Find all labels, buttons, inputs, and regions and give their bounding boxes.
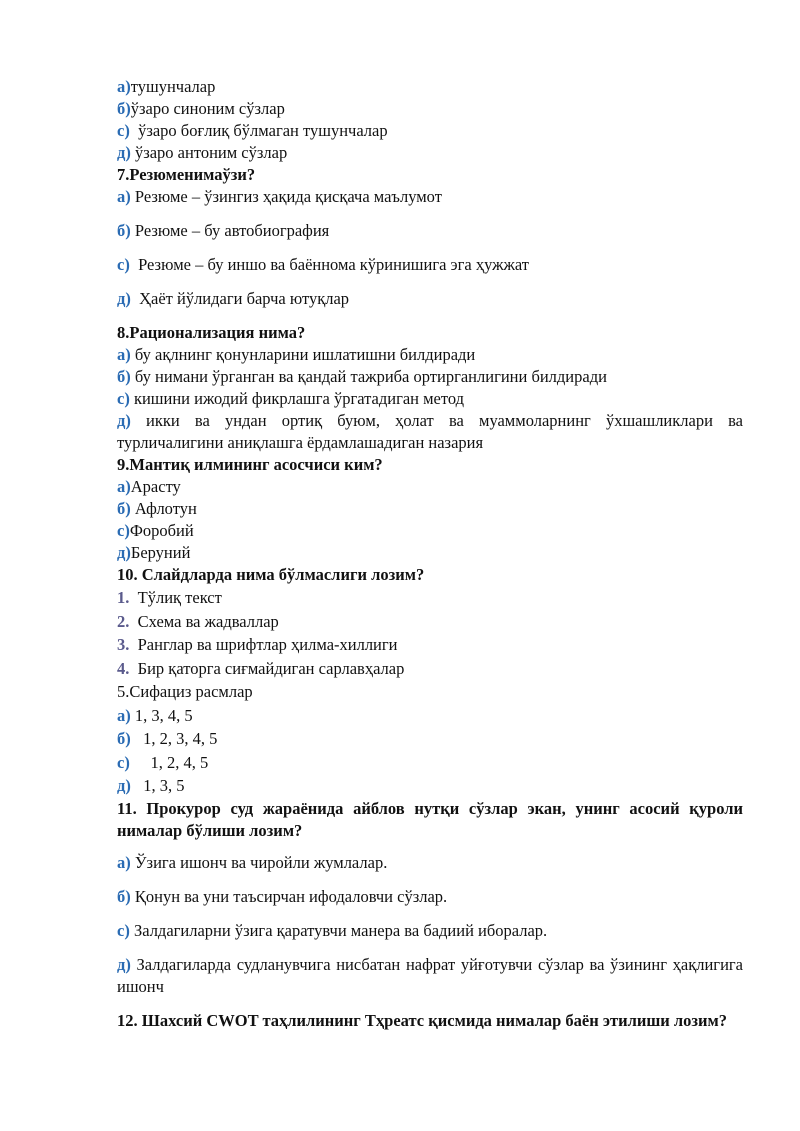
q6-option-c: с) ўзаро боғлиқ бўлмаган тушунчалар	[117, 121, 388, 140]
question-11-title: 11. Прокурор суд жараёнида айблов нутқи сўзлар экан, унинг асосий қуроли нималар бўлиши лозим?	[117, 798, 743, 840]
q6-option-d: д) ўзаро антоним сўзлар	[117, 143, 288, 162]
q10-option-c: с) 1, 2, 4, 5	[117, 752, 209, 772]
q7-option-d: д) Ҳаёт йўлидаги барча ютуқлар	[117, 289, 350, 308]
q7-option-c: с) Резюме – бу иншо ва баённома кўринишига эга ҳужжат	[117, 255, 530, 274]
q11-option-c: с) Залдагиларни ўзига қаратувчи манера ва бадиий иборалар.	[117, 920, 548, 940]
q9-option-a: а)Арасту	[117, 477, 181, 496]
q10-item-5: 5.Сифациз расмлар	[117, 682, 253, 701]
q6-option-b: б)ўзаро синоним сўзлар	[117, 99, 285, 118]
q9-option-c: с)Форобий	[117, 521, 194, 540]
q8-option-d: д) икки ва ундан ортиқ буюм, ҳолат ва муаммоларнинг ўхшашликлари ва турличалигини аниқлашга ёрдамлашадиган назария	[117, 411, 743, 452]
q9-option-d: д)Беруний	[117, 543, 191, 562]
question-8-title: 8.Рационализация нима?	[117, 323, 306, 342]
q8-option-c: с) кишини ижодий фикрлашга ўргатадиган метод	[117, 389, 465, 408]
q10-item-3: 3. Ранглар ва шрифтлар ҳилма-хиллиги	[117, 635, 398, 654]
document-page	[117, 76, 743, 1032]
q10-option-d: д) 1, 3, 5	[117, 776, 185, 795]
q11-option-d: д) Залдагиларда судланувчига нисбатан нафрат уйғотувчи сўзлар ва ўзининг ҳақлигига ишонч	[117, 954, 743, 996]
q10-option-b: б) 1, 2, 3, 4, 5	[117, 729, 218, 748]
question-9-title: 9.Мантиқ илмининг асосчиси ким?	[117, 455, 383, 474]
question-10-title: 10. Слайдларда нима бўлмаслиги лозим?	[117, 565, 425, 584]
q10-item-1: 1. Тўлиқ текст	[117, 588, 222, 607]
q9-option-b: б) Афлотун	[117, 499, 197, 518]
q8-option-a: а) бу ақлнинг қонунларини ишлатишни билдиради	[117, 345, 476, 364]
question-7-title: 7.Резюменимаўзи?	[117, 165, 256, 184]
q8-option-b: б) бу нимани ўрганган ва қандай тажриба ортирганлигини билдиради	[117, 367, 607, 386]
q11-option-b: б) Қонун ва уни таъсирчан ифодаловчи сўзлар.	[117, 886, 448, 906]
q7-option-b: б) Резюме – бу автобиография	[117, 221, 330, 240]
q10-option-a: а) 1, 3, 4, 5	[117, 705, 193, 725]
q10-item-2: 2. Схема ва жадваллар	[117, 611, 279, 631]
question-12-title: 12. Шахсий CWOT таҳлилининг Тҳреатс қисмида нималар баён этилиши лозим?	[117, 1010, 728, 1030]
q7-option-a: а) Резюме – ўзингиз ҳақида қисқача маълумот	[117, 187, 442, 206]
q6-option-a: а)тушунчалар	[117, 77, 216, 96]
q10-item-4: 4. Бир қаторга сиғмайдиган сарлавҳалар	[117, 658, 405, 678]
q11-option-a: а) Ўзига ишонч ва чиройли жумлалар.	[117, 852, 388, 872]
